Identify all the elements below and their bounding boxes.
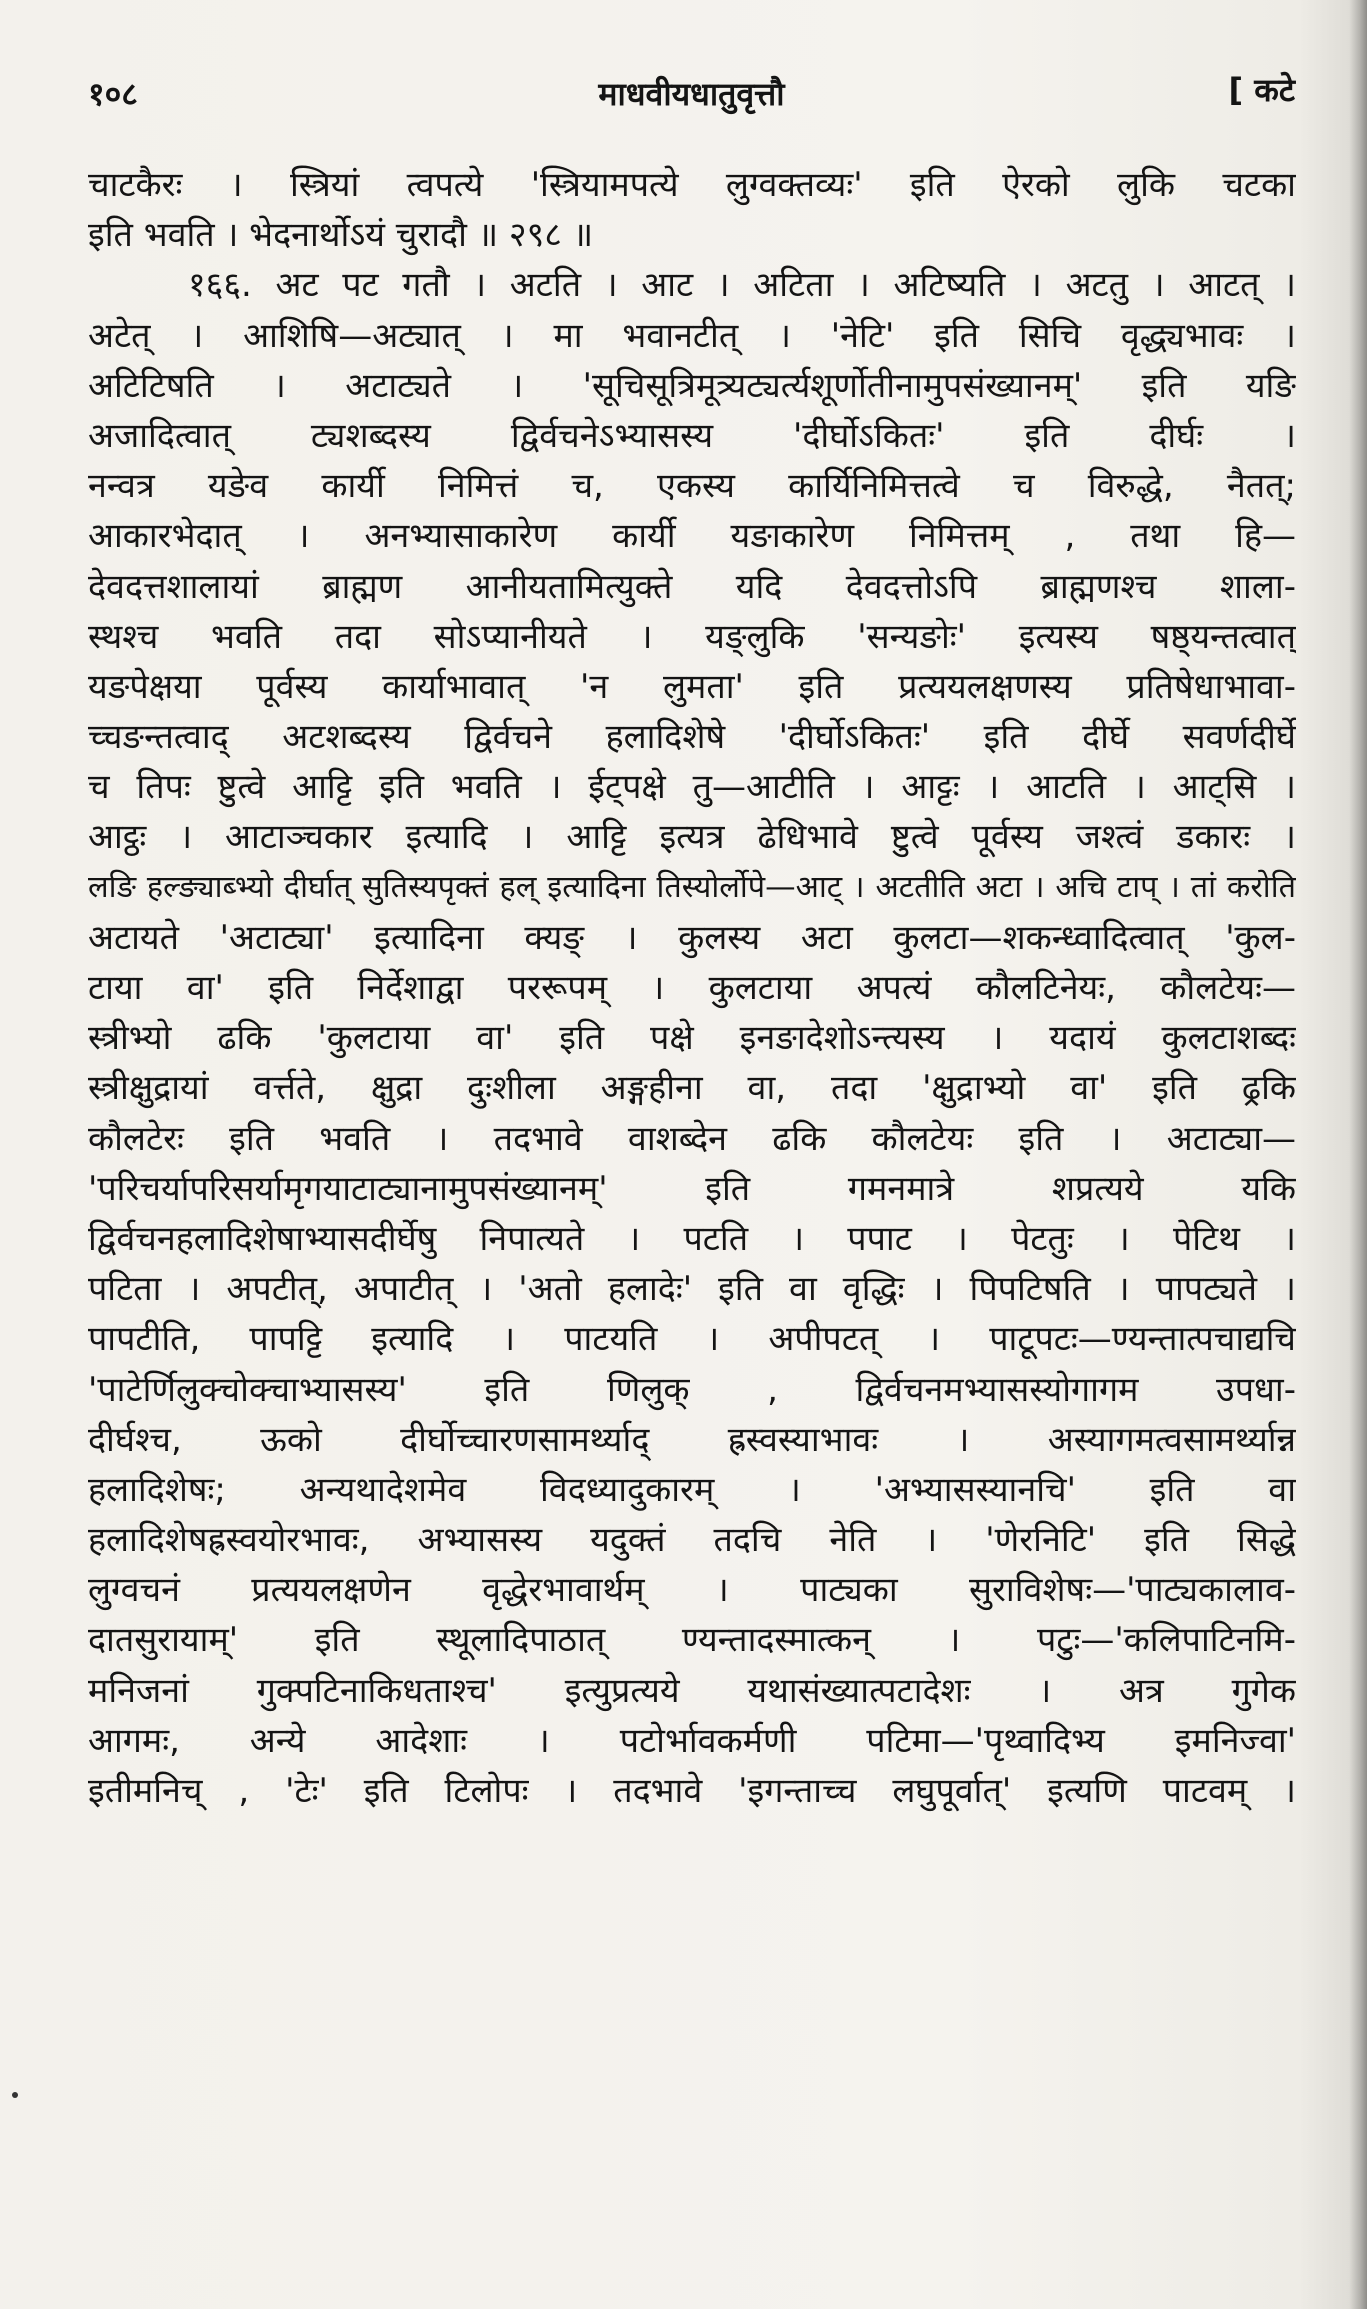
text-line: १६६. अट पट गतौ । अटति । आट । अटिता । अटिष्यति । अटतु । आटत् । — [188, 265, 1296, 306]
text-line: इतीमनिच् , 'टेः' इति टिलोपः । तदभावे 'इगन्ताच्च लघुपूर्वात्' इत्यणि पाटवम् । — [88, 1771, 1296, 1811]
text-line: अटिटिषति । अटाट्यते । 'सूचिसूत्रिमूत्र्यट्यर्त्यशूर्णोतीनामुपसंख्यानम्' इति यङि — [88, 365, 1296, 406]
text-line: स्त्रीक्षुद्रायां वर्त्तते, क्षुद्रा दुःशीला अङ्गहीना वा, तदा 'क्षुद्राभ्यो वा' इति ढ्रकि — [88, 1068, 1296, 1109]
text-line: कौलटेरः इति भवति । तदभावे वाशब्देन ढकि कौलटेयः इति । अटाट्या— — [88, 1118, 1296, 1159]
text-line: 'परिचर्यापरिसर्यामृगयाटाट्यानामुपसंख्यानम्' इति गमनमात्रे शप्रत्यये यकि — [88, 1168, 1296, 1209]
text-line: च तिपः ष्टुत्वे आट्टि इति भवति । ईट्पक्षे तु—आटीति । आट्टः । आटति । आट्सि । — [88, 767, 1296, 808]
text-line: अजादित्वात् ट्यशब्दस्य द्विर्वचनेऽभ्यासस्य 'दीर्घोऽकितः' इति दीर्घः । — [88, 415, 1296, 456]
text-line: अटायते 'अटाट्या' इत्यादिना क्यङ् । कुलस्य अटा कुलटा—शकन्ध्वादित्वात् 'कुल- — [88, 917, 1296, 958]
text-line: यङपेक्षया पूर्वस्य कार्याभावात् 'न लुमता' इति प्रत्ययलक्षणस्य प्रतिषेधाभावा- — [88, 666, 1296, 707]
text-line: दीर्घश्च, ऊको दीर्घोच्चारणसामर्थ्याद् ह्रस्वस्याभावः । अस्यागमत्वसामर्थ्यान्न — [88, 1419, 1296, 1460]
text-line: इति भवति । भेदनार्थोऽयं चुरादौ ॥ २९८ ॥ — [88, 215, 594, 256]
section-marker-text: [ कटे — [1228, 71, 1295, 109]
text-line: 'पाटेर्णिलुक्चोक्चाभ्यासस्य' इति णिलुक् , द्विर्वचनमभ्यासस्योगागम उपधा- — [88, 1369, 1296, 1410]
page-header — [88, 68, 1295, 128]
text-line: नन्वत्र यङेव कार्यी निमित्तं च, एकस्य कार्यिनिमित्तत्वे च विरुद्धे, नैतत्; — [88, 466, 1296, 507]
text-line: अटेत् । आशिषि—अट्यात् । मा भवानटीत् । 'नेटि' इति सिचि वृद्ध्यभावः । — [88, 315, 1296, 356]
text-line: आट्ठः । आटाञ्चकार इत्यादि । आट्टि इत्यत्र ढेधिभावे ष्टुत्वे पूर्वस्य जश्त्वं डकारः । — [88, 817, 1296, 858]
section-marker — [1229, 68, 1295, 111]
text-line: चाटकैरः । स्त्रियां त्वपत्ये 'स्त्रियामपत्ये लुग्वक्तव्यः' इति ऐरको लुकि चटका — [88, 165, 1296, 205]
page-body — [88, 160, 1296, 1816]
text-line: स्त्रीभ्यो ढकि 'कुलटाया वा' इति पक्षे इनङादेशोऽन्त्यस्य । यदायं कुलटाशब्दः — [88, 1018, 1296, 1059]
text-line: मनिजनां गुक्पटिनाकिधताश्च' इत्युप्रत्यये यथासंख्यात्पटादेशः । अत्र गुगेक — [88, 1670, 1296, 1711]
running-title: माधवीयधातुवृत्तौ — [598, 75, 785, 113]
text-line: टाया वा' इति निर्देशाद्वा पररूपम् । कुलटाया अपत्यं कौलटिनेयः, कौलटेयः— — [88, 968, 1296, 1008]
page-number: १०८ — [88, 75, 138, 113]
text-line: हलादिशेषह्रस्वयोरभावः, अभ्यासस्य यदुक्तं तदचि नेति । 'णेरनिटि' इति सिद्धे — [88, 1520, 1296, 1561]
text-line: आकारभेदात् । अनभ्यासाकारेण कार्यी यङाकारेण निमित्तम् , तथा हि— — [88, 516, 1296, 557]
text-line: लुग्वचनं प्रत्ययलक्षणेन वृद्धेरभावार्थम् । पाट्यका सुराविशेषः—'पाट्यकालाव- — [88, 1570, 1296, 1611]
text-line: पापटीति, पापट्टि इत्यादि । पाटयति । अपीपटत् । पाटूपटः—ण्यन्तात्पचाद्यचि — [88, 1319, 1296, 1360]
text-line: दातसुरायाम्' इति स्थूलादिपाठात् ण्यन्तादस्मात्कन् । पटुः—'कलिपाटिनमि- — [88, 1620, 1296, 1661]
text-line: हलादिशेषः; अन्यथादेशमेव विदध्यादुकारम् । 'अभ्यासस्यानचि' इति वा — [88, 1469, 1296, 1510]
text-line: पटिता । अपटीत्, अपाटीत् । 'अतो हलादेः' इति वा वृद्धिः । पिपटिषति । पापट्यते । — [88, 1269, 1296, 1310]
text-line: लङि हल्ङ्याब्भ्यो दीर्घात् सुतिस्यपृक्तं हल् इत्यादिना तिस्योर्लोपे—आट् । अटतीति अटा । अचि टाप् । तां करोति — [88, 869, 1296, 905]
page-edge-shadow — [1349, 0, 1367, 2309]
text-line: स्थश्च भवति तदा सोऽप्यानीयते । यङ्लुकि 'सन्यङोः' इत्यस्य षष्ठ्यन्तत्वात् — [88, 616, 1296, 657]
text-line: आगमः, अन्ये आदेशाः । पटोर्भावकर्मणी पटिमा—'पृथ्वादिभ्य इमनिज्वा' — [88, 1720, 1296, 1761]
text-line: च्चङन्तत्वाद् अटशब्दस्य द्विर्वचने हलादिशेषे 'दीर्घोऽकितः' इति दीर्घे सवर्णदीर्घे — [88, 717, 1296, 758]
text-line: देवदत्तशालायां ब्राह्मण आनीयतामित्युक्ते यदि देवदत्तोऽपि ब्राह्मणश्च शाला- — [88, 566, 1296, 607]
text-line: द्विर्वचनहलादिशेषाभ्यासदीर्घेषु निपात्यते । पटति । पपाट । पेटतुः । पेटिथ । — [88, 1218, 1296, 1259]
margin-speck — [12, 2092, 18, 2098]
